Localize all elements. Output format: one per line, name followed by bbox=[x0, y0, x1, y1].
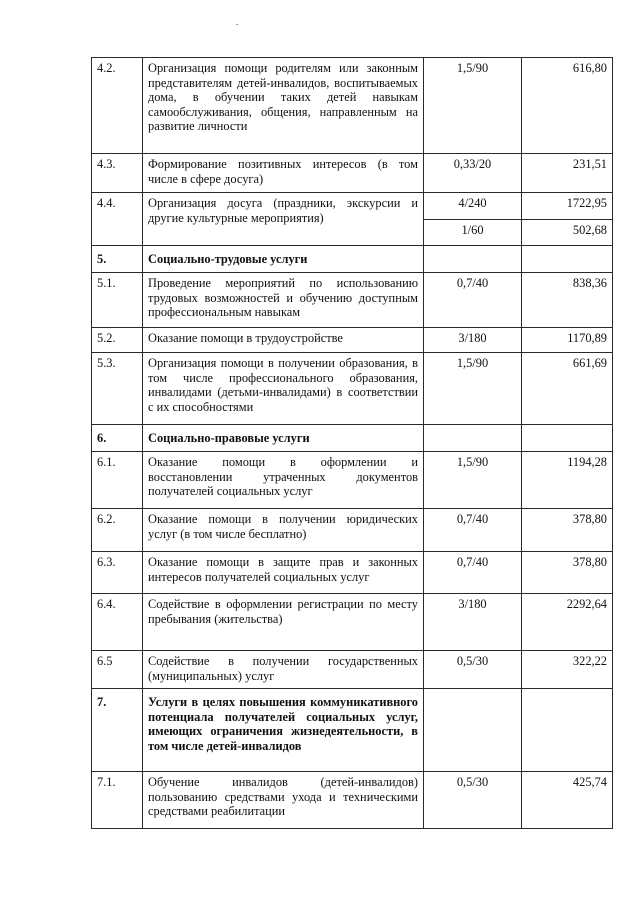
table-row bbox=[92, 509, 613, 552]
table-row bbox=[92, 594, 613, 651]
section-number: 6. bbox=[92, 425, 143, 452]
row-number: 6.4. bbox=[92, 594, 143, 651]
table-row bbox=[92, 154, 613, 193]
service-price: 838,36 bbox=[522, 273, 613, 328]
service-volume: 3/180 bbox=[424, 328, 522, 353]
service-name: Содействие в оформлении регистрации по месту пребывания (жительства) bbox=[143, 594, 424, 651]
table-row bbox=[92, 772, 613, 829]
row-number: 6.2. bbox=[92, 509, 143, 552]
service-price: 616,80 bbox=[522, 58, 613, 154]
row-number: 6.3. bbox=[92, 552, 143, 594]
service-price: 1722,95 bbox=[522, 193, 613, 220]
service-name: Оказание помощи в трудоустройстве bbox=[143, 328, 424, 353]
service-name: Проведение мероприятий по использованию трудовых возможностей и обучению доступным профессиональным навыкам bbox=[143, 273, 424, 328]
row-number: 5.3. bbox=[92, 353, 143, 425]
service-price: 661,69 bbox=[522, 353, 613, 425]
service-price: 378,80 bbox=[522, 552, 613, 594]
service-price bbox=[522, 246, 613, 273]
service-price bbox=[522, 425, 613, 452]
service-name: Содействие в получении государственных (муниципальных) услуг bbox=[143, 651, 424, 689]
service-volume: 0,5/30 bbox=[424, 651, 522, 689]
row-number: 4.4. bbox=[92, 193, 143, 246]
service-volume bbox=[424, 246, 522, 273]
table-row bbox=[92, 651, 613, 689]
table-row bbox=[92, 452, 613, 509]
section-row bbox=[92, 246, 613, 273]
row-number: 7.1. bbox=[92, 772, 143, 829]
table-row bbox=[92, 328, 613, 353]
service-name: Оказание помощи в защите прав и законных интересов получателей социальных услуг bbox=[143, 552, 424, 594]
service-volume: 0,5/30 bbox=[424, 772, 522, 829]
section-number: 5. bbox=[92, 246, 143, 273]
service-volume: 0,33/20 bbox=[424, 154, 522, 193]
row-number: 6.5 bbox=[92, 651, 143, 689]
section-row bbox=[92, 425, 613, 452]
service-price: 378,80 bbox=[522, 509, 613, 552]
service-price: 1170,89 bbox=[522, 328, 613, 353]
service-volume: 1,5/90 bbox=[424, 58, 522, 154]
section-title: Социально-правовые услуги bbox=[143, 425, 424, 452]
service-volume-alt: 1/60 bbox=[424, 220, 522, 246]
page-mark bbox=[236, 24, 238, 25]
service-price: 1194,28 bbox=[522, 452, 613, 509]
service-price bbox=[522, 689, 613, 772]
service-volume: 0,7/40 bbox=[424, 509, 522, 552]
service-name: Организация досуга (праздники, экскурсии и другие культурные мероприятия) bbox=[143, 193, 424, 246]
section-title: Услуги в целях повышения коммуникативного потенциала получателей социальных услуг, имеющих ограничения жизнедеятельности, в том числе детей-инвалидов bbox=[143, 689, 424, 772]
service-volume: 0,7/40 bbox=[424, 273, 522, 328]
service-volume: 1,5/90 bbox=[424, 353, 522, 425]
service-name: Оказание помощи в получении юридических услуг (в том числе бесплатно) bbox=[143, 509, 424, 552]
section-row bbox=[92, 689, 613, 772]
service-price-alt: 502,68 bbox=[522, 220, 613, 246]
service-name: Организация помощи в получении образования, в том числе профессионального образования, инвалидами (детьми-инвалидами) в соответствии с их способностями bbox=[143, 353, 424, 425]
row-number: 5.1. bbox=[92, 273, 143, 328]
row-number: 6.1. bbox=[92, 452, 143, 509]
service-volume bbox=[424, 425, 522, 452]
service-volume: 4/240 bbox=[424, 193, 522, 220]
row-number: 5.2. bbox=[92, 328, 143, 353]
service-volume: 3/180 bbox=[424, 594, 522, 651]
services-table bbox=[91, 57, 613, 829]
row-number: 4.2. bbox=[92, 58, 143, 154]
service-price: 322,22 bbox=[522, 651, 613, 689]
service-name: Формирование позитивных интересов (в том числе в сфере досуга) bbox=[143, 154, 424, 193]
service-volume: 0,7/40 bbox=[424, 552, 522, 594]
service-volume bbox=[424, 689, 522, 772]
table-row bbox=[92, 353, 613, 425]
service-name: Организация помощи родителям или законным представителям детей-инвалидов, воспитываемых дома, в обучении таких детей навыкам самообслуживания, общения, направленным на развитие личности bbox=[143, 58, 424, 154]
row-number: 4.3. bbox=[92, 154, 143, 193]
section-title: Социально-трудовые услуги bbox=[143, 246, 424, 273]
table-row bbox=[92, 58, 613, 154]
table-row bbox=[92, 552, 613, 594]
service-name: Обучение инвалидов (детей-инвалидов) пользованию средствами ухода и техническими средствами реабилитации bbox=[143, 772, 424, 829]
table-row bbox=[92, 193, 613, 220]
service-price: 231,51 bbox=[522, 154, 613, 193]
table-row bbox=[92, 273, 613, 328]
section-number: 7. bbox=[92, 689, 143, 772]
service-price: 2292,64 bbox=[522, 594, 613, 651]
service-price: 425,74 bbox=[522, 772, 613, 829]
service-volume: 1,5/90 bbox=[424, 452, 522, 509]
service-name: Оказание помощи в оформлении и восстановлении утраченных документов получателей социальных услуг bbox=[143, 452, 424, 509]
